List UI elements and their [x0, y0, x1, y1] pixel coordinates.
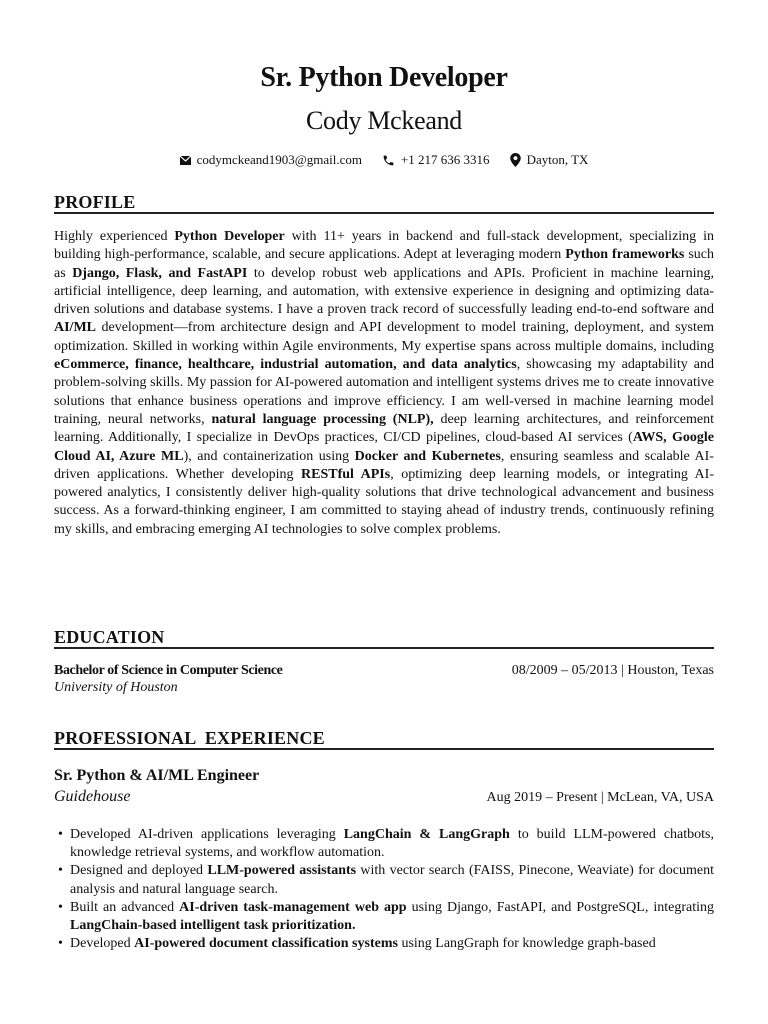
profile-text-segment: development—from architecture design and API development to model training, deployment, and system optimization. Skilled in working within Agile environments, My expertise spans across multiple domains, including: [54, 320, 714, 354]
profile-text-segment: RESTful APIs: [301, 466, 391, 482]
profile-text-segment: with 11+ years in backend and full-stack development, specializing in building high-performance, scalable, and secure applications. Adept at leveraging modern: [54, 229, 714, 263]
job-bullet-segment: Designed and deployed: [70, 863, 208, 879]
profile-text-segment: ), and containerization using: [183, 448, 355, 464]
profile-text-segment: such as: [54, 247, 714, 281]
job-bullet-segment: Developed: [70, 936, 135, 952]
contact-phone-text: +1 217 636 3316: [400, 152, 490, 167]
job-bullet-segment: LLM-powered assistants: [207, 863, 357, 879]
contact-phone[interactable]: [382, 152, 490, 168]
university-name: University of Houston: [54, 680, 178, 695]
contact-email-text: codymckeand1903@gmail.com: [196, 152, 362, 167]
location-pin-icon: [510, 153, 521, 167]
job-bullet-segment: AI-driven task-management web app: [179, 899, 407, 915]
profile-text-segment: natural language processing (NLP),: [211, 411, 434, 427]
job-bullet: [54, 862, 714, 898]
profile-text-segment: Python frameworks: [565, 247, 685, 263]
profile-text-segment: , showcasing my adaptability and problem-solving skills. My passion for AI-powered automation and intelligent systems drives me to create innovative solutions that enhance business operations and improve efficiency. I am well-versed in machine learning model training, neural networks,: [54, 357, 714, 427]
candidate-name: Cody Mckeand: [306, 106, 462, 135]
bullet-dot-icon: •: [58, 863, 63, 879]
profile-text-segment: , optimizing deep learning models, or integrating AI-powered analytics, I consistently deliver high-quality solutions that drive technological advancement and business success. As a forward-thinking engineer, I am committed to staying ahead of industry trends, continuously refining my skills, and embracing emerging AI technologies to solve complex problems.: [54, 466, 714, 537]
bullet-dot-icon: •: [58, 936, 63, 952]
bullet-dot-icon: •: [58, 827, 63, 842]
section-heading-education: EDUCATION: [54, 627, 714, 649]
job-bullet-segment: with vector search (FAISS, Pinecone, Weaviate) for document analysis and natural language search.: [70, 863, 714, 897]
section-heading-experience: PROFESSIONAL EXPERIENCE: [54, 728, 714, 750]
education-dates-location: 08/2009 – 05/2013 | Houston, Texas: [511, 663, 714, 678]
job-dates-location: Aug 2019 – Present | McLean, VA, USA: [486, 790, 714, 805]
contact-email[interactable]: [180, 152, 362, 168]
profile-text-segment: eCommerce, finance, healthcare, industrial automation, and data analytics: [54, 357, 517, 373]
job-header: [54, 788, 714, 806]
profile-text-segment: Django, Flask, and FastAPI: [72, 265, 248, 281]
job-company: Guidehouse: [54, 788, 131, 805]
profile-text-segment: AI/ML: [54, 320, 96, 336]
contact-location: [510, 152, 589, 168]
resume-title: Sr. Python Developer: [260, 62, 508, 93]
job-bullet-segment: to build LLM-powered chatbots, knowledge retrieval systems, and workflow automation.: [70, 827, 714, 861]
profile-text-segment: AWS, Google Cloud AI, Azure ML: [54, 430, 715, 464]
job-bullet-segment: Built an advanced: [70, 899, 180, 915]
section-heading-profile: PROFILE: [54, 192, 714, 214]
profile-text-segment: , ensuring seamless and scalable AI-driven applications. Whether developing: [54, 448, 714, 482]
envelope-icon: [180, 156, 191, 165]
phone-icon: [382, 154, 395, 167]
job-bullet-segment: AI-powered document classification systems: [134, 936, 398, 952]
job-bullet-segment: LangChain-based intelligent task prioritization.: [70, 918, 356, 934]
contact-location-text: Dayton, TX: [526, 152, 589, 167]
profile-text-segment: to develop robust web applications and APIs. Proficient in machine learning, artificial intelligence, deep learning, and automation, with extensive experience in designing and optimizing data-driven solutions and database systems. I have a proven track record of successfully leading end-to-end software and: [54, 265, 714, 318]
job-bullet-segment: using LangGraph for knowledge graph-based: [397, 936, 656, 952]
education-entry: [54, 663, 714, 679]
profile-text-segment: Docker and Kubernetes: [354, 448, 501, 464]
job-bullet-segment: Developed AI-driven applications leveraging: [70, 827, 344, 842]
bullet-dot-icon: •: [58, 899, 63, 915]
contact-bar: [0, 152, 768, 168]
profile-text-segment: Python Developer: [174, 229, 285, 244]
profile-summary: [54, 228, 714, 539]
degree-name: Bachelor of Science in Computer Science: [54, 663, 283, 678]
job-bullet: [54, 899, 714, 935]
job-bullet-segment: LangChain & LangGraph: [343, 827, 510, 842]
job-title: Sr. Python & AI/ML Engineer: [54, 767, 260, 784]
job-bullet: [54, 935, 714, 953]
profile-text-segment: Highly experienced: [54, 229, 175, 244]
profile-text-segment: deep learning architectures, and reinforcement learning. Additionally, I specialize in DevOps practices, CI/CD pipelines, cloud-based AI services (: [54, 411, 714, 446]
job-bullet-segment: using Django, FastAPI, and PostgreSQL, integrating: [406, 899, 714, 915]
job-bullet-list: [54, 826, 714, 953]
job-bullet: [54, 826, 714, 862]
